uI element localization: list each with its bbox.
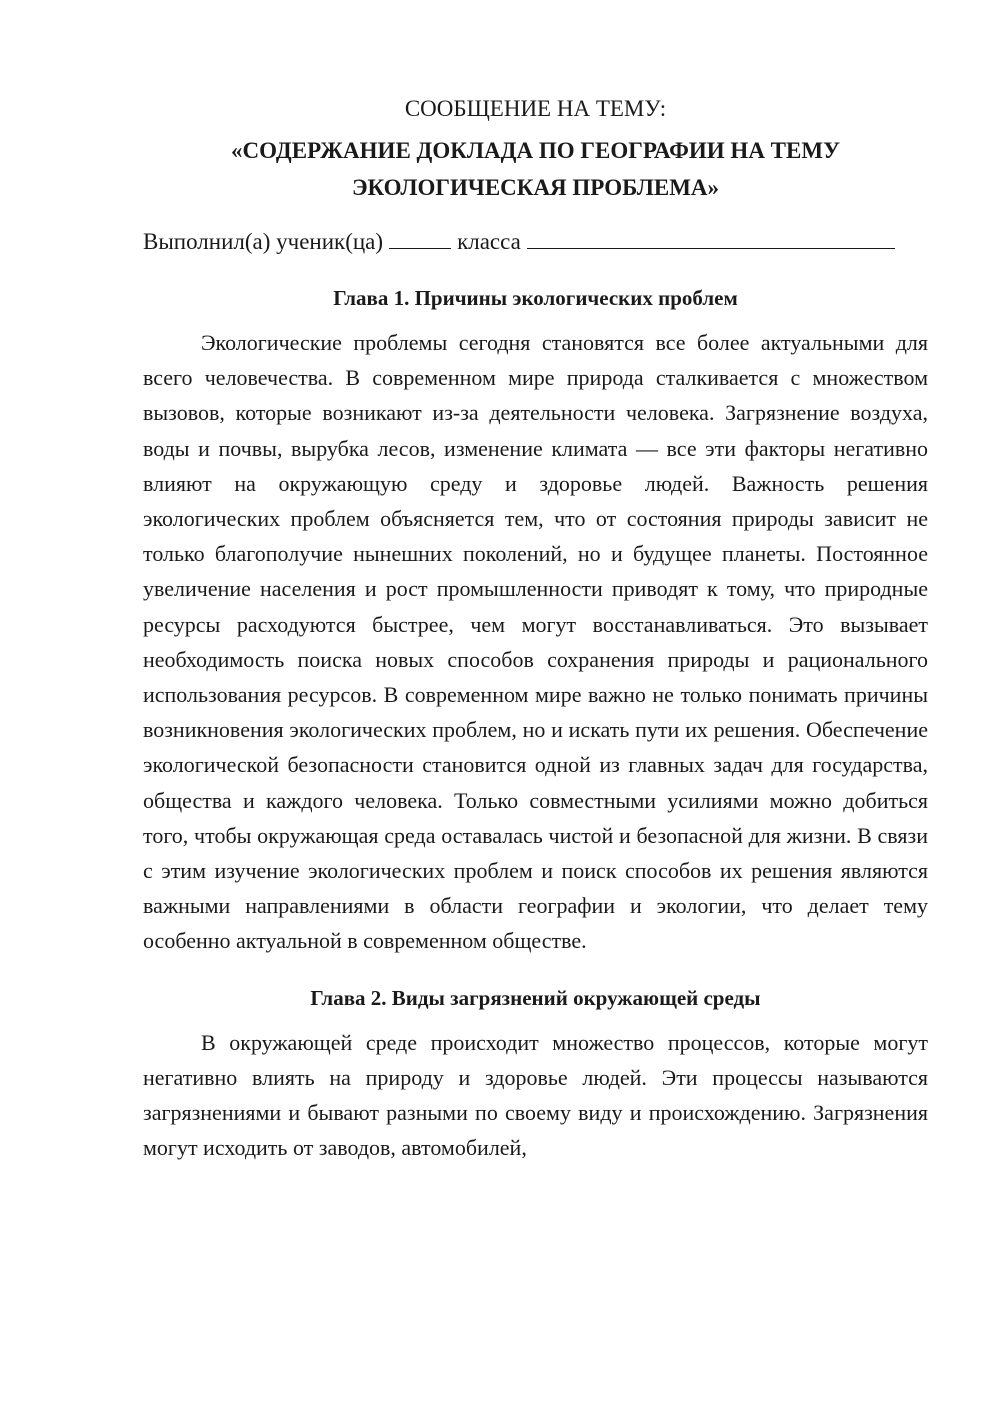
chapter-1-paragraph: Экологические проблемы сегодня становятся все более актуальными для всего человечества. В современном мире природа сталкивается с множеством вызовов, которые возникают из-за деятельности человека. Загрязнение воздуха, воды и почвы, вырубка лесов, изменение климата — все эти факторы негативно влияют на окружающую среду и здоровье людей. Важность решения экологических проблем объясняется тем, что от состояния природы зависит не только благополучие нынешних поколений, но и будущее планеты. Постоянное увеличение населения и рост промышленности приводят к тому, что природные ресурсы расходуются быстрее, чем могут восстанавливаться. Это вызывает необходимость поиска новых способов сохранения природы и рационального использования ресурсов. В современном мире важно не только понимать причины возникновения экологических проблем, но и искать пути их решения. Обеспечение экологической безопасности становится одной из главных задач для государства, общества и каждого человека. Только совместными усилиями можно добиться того, чтобы окружающая среда оставалась чистой и безопасной для жизни. В связи с этим изучение экологических проблем и поиск способов их решения являются важными направлениями в области географии и экологии, что делает тему особенно актуальной в современном обществе. bbox=[143, 330, 928, 954]
class-label: класса bbox=[457, 229, 521, 254]
author-line bbox=[143, 224, 928, 259]
document-page bbox=[143, 92, 928, 1165]
chapter-2-heading: Глава 2. Виды загрязнений окружающей среды bbox=[310, 985, 761, 1010]
title-line-2: ЭКОЛОГИЧЕСКАЯ ПРОБЛЕМА» bbox=[351, 175, 720, 200]
name-blank bbox=[527, 224, 895, 249]
grade-blank bbox=[389, 224, 451, 249]
title-line-1: «СОДЕРЖАНИЕ ДОКЛАДА ПО ГЕОГРАФИИ НА ТЕМУ bbox=[231, 138, 840, 163]
chapter-1-heading: Глава 1. Причины экологических проблем bbox=[333, 286, 738, 310]
document-title bbox=[143, 132, 928, 206]
author-label: Выполнил(а) ученик(ца) bbox=[143, 229, 384, 254]
chapter-2-paragraph: В окружающей среде происходит множество процессов, которые могут негативно влиять на природу и здоровье людей. Эти процессы называются загрязнениями и бывают разными по своему виду и происхождению. Загрязнения могут исходить от заводов, автомобилей, bbox=[143, 1029, 928, 1161]
document-header: СООБЩЕНИЕ НА ТЕМУ: bbox=[404, 96, 667, 121]
